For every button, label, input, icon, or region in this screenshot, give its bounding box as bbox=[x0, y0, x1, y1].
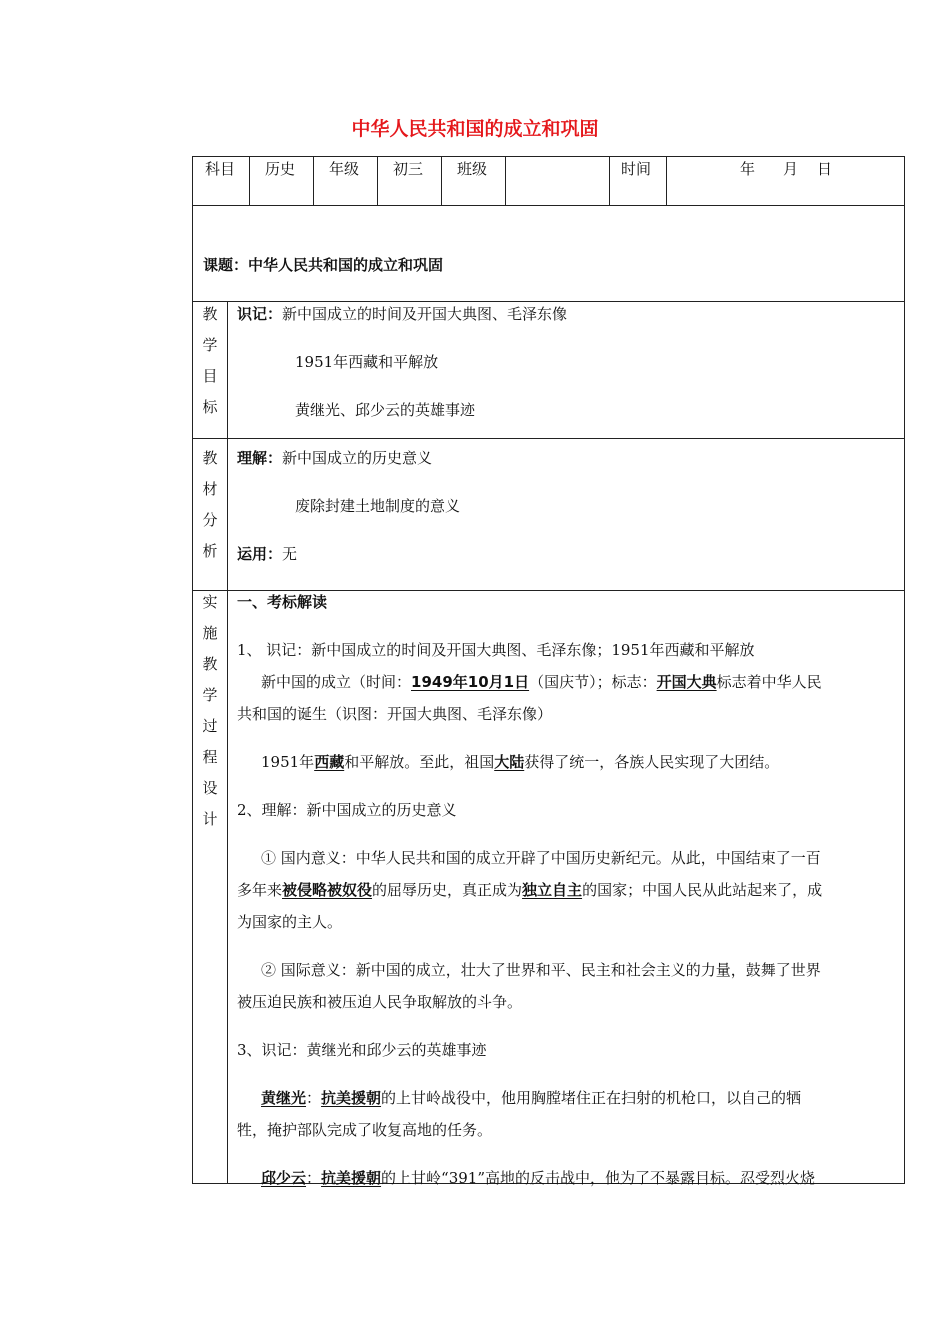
paragraph-international-line-1: ② 国际意义：新中国的成立，壮大了世界和平、民主和社会主义的力量，鼓舞了世界 bbox=[261, 961, 821, 979]
paragraph-tibet: 1951年西藏和平解放。至此，祖国大陆获得了统一，各族人民实现了大团结。 bbox=[261, 753, 780, 771]
date-year: 年 bbox=[740, 160, 756, 178]
process-heading: 一、考标解读 bbox=[237, 593, 328, 611]
war-highlight: 抗美援朝 bbox=[321, 1169, 382, 1187]
mainland-highlight: 大陆 bbox=[494, 753, 525, 771]
col-divider bbox=[666, 157, 667, 205]
goals-line-3: 黄继光、邱少云的英雄事迹 bbox=[295, 401, 476, 419]
huang-jiguang-name: 黄继光 bbox=[261, 1089, 307, 1107]
paragraph-domestic-line-2: 多年来被侵略被奴役的屈辱历史，真正成为独立自主的国家；中国人民从此站起来了，成 bbox=[237, 881, 823, 899]
side-char: 计 bbox=[202, 810, 218, 828]
section-1-heading: 1、 识记：新中国成立的时间及开国大典图、毛泽东像；1951年西藏和平解放 bbox=[237, 641, 755, 659]
invaded-highlight: 被侵略被奴役 bbox=[282, 881, 373, 899]
topic-label: 课题： bbox=[203, 256, 249, 274]
topic-value: 中华人民共和国的成立和巩固 bbox=[248, 256, 444, 274]
paragraph-qiu-line-1: 邱少云：抗美援朝的上甘岭“391”高地的反击战中，他为了不暴露目标。忍受烈火烧 bbox=[261, 1169, 816, 1187]
section-2-heading: 2、理解：新中国成立的历史意义 bbox=[237, 801, 457, 819]
row-divider bbox=[193, 205, 904, 206]
founding-ceremony: 开国大典 bbox=[656, 673, 717, 691]
qiu-shaoyun-name: 邱少云 bbox=[261, 1169, 307, 1187]
side-char: 目 bbox=[202, 367, 218, 385]
col-divider bbox=[505, 157, 506, 205]
analysis-line-2: 废除封建土地制度的意义 bbox=[295, 497, 461, 515]
col-divider bbox=[609, 157, 610, 205]
side-char: 材 bbox=[202, 480, 218, 498]
side-char: 学 bbox=[202, 686, 218, 704]
analysis-line-1: 理解：新中国成立的历史意义 bbox=[237, 449, 433, 467]
analysis-side-label bbox=[193, 443, 227, 567]
date-day: 日 bbox=[817, 160, 833, 178]
paragraph-international-line-2: 被压迫民族和被压迫人民争取解放的斗争。 bbox=[237, 993, 523, 1011]
side-char: 实 bbox=[202, 593, 218, 611]
subject-value: 历史 bbox=[265, 160, 296, 178]
topic-row bbox=[203, 249, 443, 281]
paragraph-founding-line-2: 共和国的诞生（识图：开国大典图、毛泽东像） bbox=[237, 705, 553, 723]
side-char: 设 bbox=[202, 779, 218, 797]
founding-date: 1949年10月1日 bbox=[411, 673, 530, 691]
grade-label: 年级 bbox=[329, 160, 360, 178]
goals-line-2: 1951年西藏和平解放 bbox=[295, 353, 439, 371]
section-3-heading: 3、识记：黄继光和邱少云的英雄事迹 bbox=[237, 1041, 487, 1059]
war-highlight: 抗美援朝 bbox=[321, 1089, 382, 1107]
goals-side-label bbox=[193, 299, 227, 423]
side-char: 过 bbox=[202, 717, 218, 735]
memorize-label: 识记： bbox=[237, 305, 283, 323]
class-label: 班级 bbox=[457, 160, 488, 178]
side-char: 标 bbox=[202, 398, 218, 416]
time-label: 时间 bbox=[621, 160, 652, 178]
col-divider bbox=[377, 157, 378, 205]
understand-label: 理解： bbox=[237, 449, 283, 467]
col-divider bbox=[313, 157, 314, 205]
side-char: 教 bbox=[202, 305, 218, 323]
goals-line-1: 识记：新中国成立的时间及开国大典图、毛泽东像 bbox=[237, 305, 568, 323]
paragraph-domestic-line-3: 为国家的主人。 bbox=[237, 913, 343, 931]
date-month: 月 bbox=[783, 160, 799, 178]
apply-label: 运用： bbox=[237, 545, 283, 563]
side-char: 教 bbox=[202, 449, 218, 467]
paragraph-huang-line-1: 黄继光：抗美援朝的上甘岭战役中，他用胸膛堵住正在扫射的机枪口，以自己的牺 bbox=[261, 1089, 802, 1107]
analysis-line-3: 运用：无 bbox=[237, 545, 298, 563]
independence-highlight: 独立自主 bbox=[522, 881, 583, 899]
side-char: 程 bbox=[202, 748, 218, 766]
tibet-highlight: 西藏 bbox=[314, 753, 345, 771]
paragraph-domestic-line-1: ① 国内意义：中华人民共和国的成立开辟了中国历史新纪元。从此，中国结束了一百 bbox=[261, 849, 821, 867]
side-char: 学 bbox=[202, 336, 218, 354]
side-column-divider bbox=[227, 301, 228, 1184]
side-char: 分 bbox=[202, 511, 218, 529]
paragraph-founding-line-1: 新中国的成立（时间：1949年10月1日（国庆节）；标志：开国大典标志着中华人民 bbox=[261, 673, 822, 691]
side-char: 教 bbox=[202, 655, 218, 673]
grade-value: 初三 bbox=[393, 160, 424, 178]
col-divider bbox=[441, 157, 442, 205]
row-divider bbox=[193, 438, 904, 439]
side-char: 施 bbox=[202, 624, 218, 642]
col-divider bbox=[249, 157, 250, 205]
document-title: 中华人民共和国的成立和巩固 bbox=[351, 118, 599, 140]
lesson-plan-table bbox=[192, 156, 905, 1187]
side-char: 析 bbox=[202, 542, 218, 560]
process-side-label bbox=[193, 587, 227, 835]
paragraph-huang-line-2: 牲，掩护部队完成了收复高地的任务。 bbox=[237, 1121, 493, 1139]
subject-label: 科目 bbox=[205, 160, 236, 178]
